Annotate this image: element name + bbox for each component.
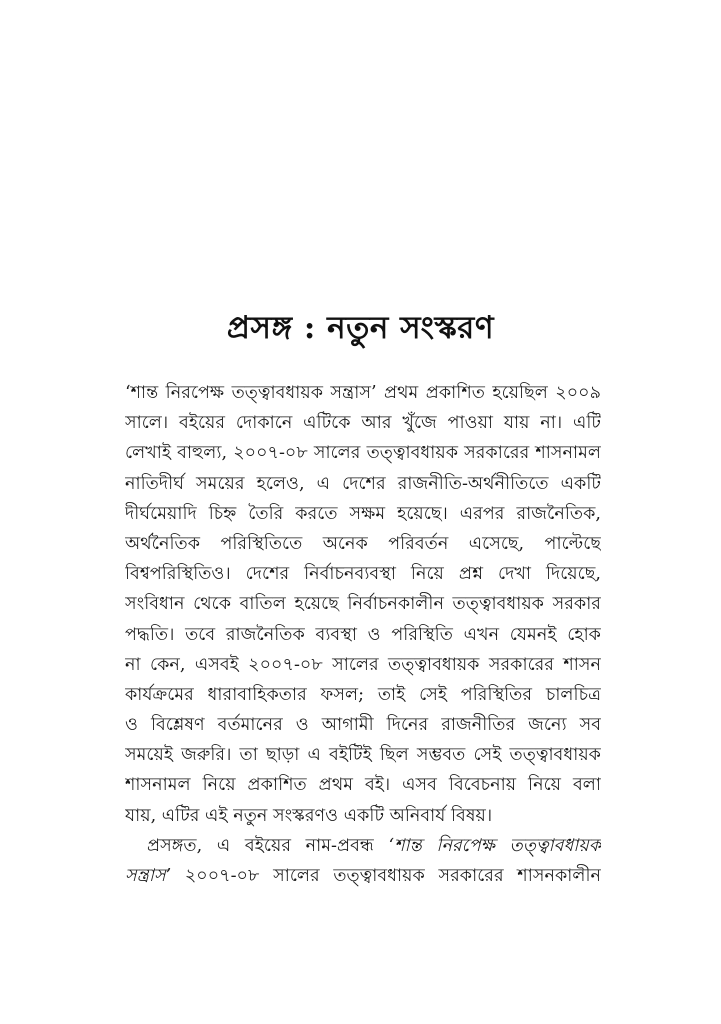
text-line: কার্যক্রমের ধারাবাহিকতার ফসল; তাই সেই পরিস্থিতির চালচিত্র bbox=[125, 684, 601, 705]
text-line: ‘শান্ত নিরপেক্ষ তত্ত্বাবধায়ক সন্ত্রাস’ প্রথম প্রকাশিত হয়েছিল ২০০৯ bbox=[125, 383, 601, 403]
text-line bbox=[125, 861, 601, 891]
essay-title-italic: ‘শান্ত নিরপেক্ষ তত্ত্বাবধায়ক bbox=[388, 835, 601, 856]
text-line: লেখাই বাহুল্য, ২০০৭-০৮ সালের তত্ত্বাবধায়ক সরকারের শাসনামল bbox=[125, 443, 601, 464]
body-text bbox=[125, 378, 601, 891]
text-run: ২০০৭-০৮ সালের তত্ত্বাবধায়ক সরকারের শাসনকালীন bbox=[171, 866, 601, 886]
text-line: বিশ্বপরিস্থিতিও। দেশের নির্বাচনব্যবস্থা নিয়ে প্রশ্ন দেখা দিয়েছে, bbox=[125, 564, 601, 585]
text-line: সংবিধান থেকে বাতিল হয়েছে নির্বাচনকালীন তত্ত্বাবধায়ক সরকার bbox=[125, 594, 601, 615]
text-line: না কেন, এসবই ২০০৭-০৮ সালের তত্ত্বাবধায়ক সরকারের শাসন bbox=[125, 654, 601, 675]
text-line bbox=[125, 831, 601, 861]
text-line-last: যায়, এটির এই নতুন সংস্করণও একটি অনিবার্য বিষয়। bbox=[125, 805, 493, 826]
text-run: প্রসঙ্গত, এ বইয়ের নাম-প্রবন্ধ bbox=[147, 835, 389, 856]
paragraph-2 bbox=[125, 831, 601, 891]
text-line: অর্থনৈতিক পরিস্থিতিতে অনেক পরিবর্তন এসেছে, পাল্টেছে bbox=[125, 533, 601, 554]
text-line: শাসনামল নিয়ে প্রকাশিত প্রথম বই। এসব বিবেচনায় নিয়ে বলা bbox=[125, 775, 601, 796]
essay-title-italic: সন্ত্রাস’ bbox=[125, 866, 172, 886]
text-line: নাতিদীর্ঘ সময়ের হলেও, এ দেশের রাজনীতি-অর্থনীতিতে একটি bbox=[125, 473, 601, 494]
page-title: প্রসঙ্গ : নতুন সংস্করণ bbox=[226, 310, 495, 346]
paragraph-1 bbox=[125, 378, 601, 831]
text-line: পদ্ধতি। তবে রাজনৈতিক ব্যবস্থা ও পরিস্থিতি এখন যেমনই হোক bbox=[125, 624, 601, 645]
text-line: সময়েই জরুরি। তা ছাড়া এ বইটিই ছিল সম্ভবত সেই তত্ত্বাবধায়ক bbox=[125, 745, 601, 766]
text-line: সালে। বইয়ের দোকানে এটিকে আর খুঁজে পাওয়া যায় না। এটি bbox=[125, 413, 601, 434]
text-line: দীর্ঘমেয়াদি চিহ্ন তৈরি করতে সক্ষম হয়েছে। এরপর রাজনৈতিক, bbox=[125, 503, 601, 524]
text-line: ও বিশ্লেষণ বর্তমানের ও আগামী দিনের রাজনীতির জন্যে সব bbox=[125, 715, 601, 736]
